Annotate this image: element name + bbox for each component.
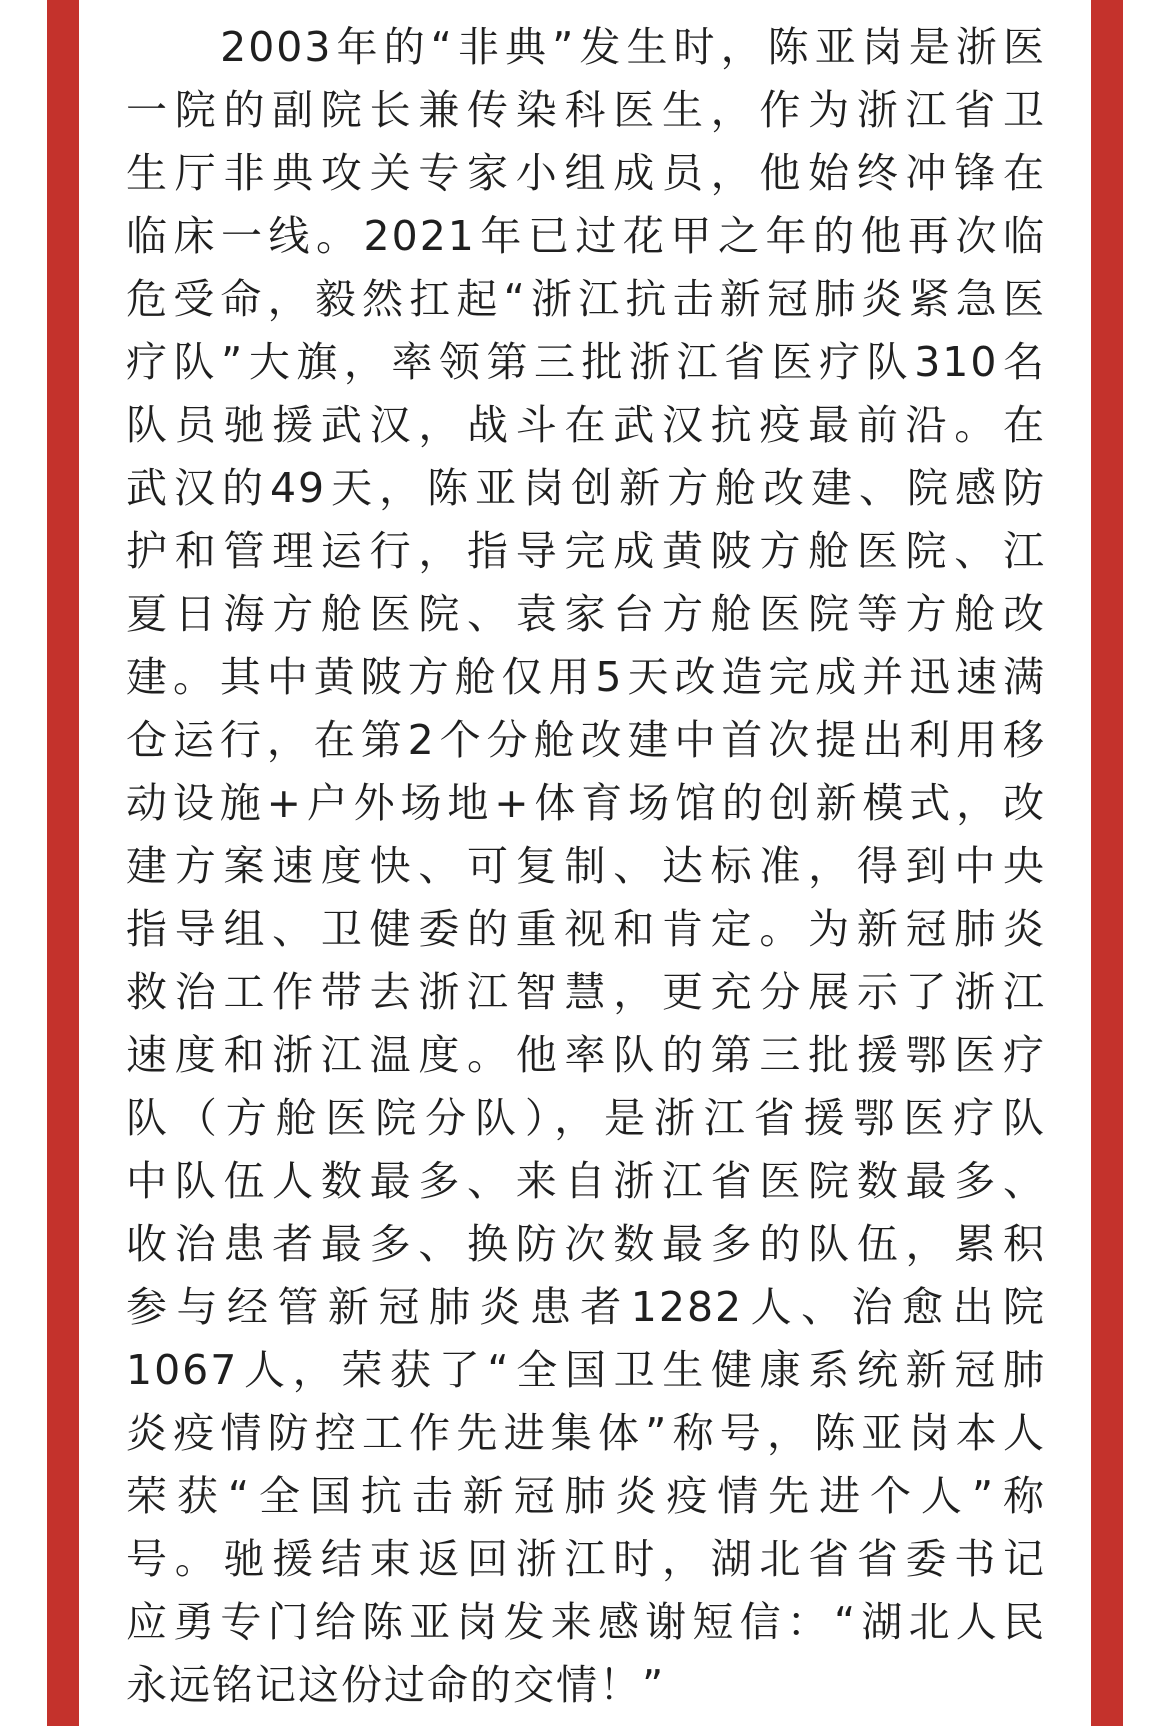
article-line: 荣获“全国抗击新冠肺炎疫情先进个人”称 — [126, 1472, 1046, 1520]
article-line: 动设施+户外场地+体育场馆的创新模式，改 — [126, 779, 1046, 827]
left-margin — [0, 0, 47, 1726]
article-line: 炎疫情防控工作先进集体”称号，陈亚岗本人 — [126, 1409, 1046, 1457]
article-line: 疗队”大旗，率领第三批浙江省医疗队310名 — [126, 338, 1046, 386]
article-line: 速度和浙江温度。他率队的第三批援鄂医疗 — [126, 1031, 1046, 1079]
left-red-border — [47, 0, 79, 1726]
article-line: 救治工作带去浙江智慧，更充分展示了浙江 — [126, 968, 1046, 1016]
article-line: 队（方舱医院分队），是浙江省援鄂医疗队 — [126, 1094, 1046, 1142]
article-line: 指导组、卫健委的重视和肯定。为新冠肺炎 — [126, 905, 1046, 953]
article-body — [126, 16, 1046, 1717]
article-line: 一院的副院长兼传染科医生，作为浙江省卫 — [126, 86, 1046, 134]
right-red-border — [1091, 0, 1123, 1726]
article-line: 护和管理运行，指导完成黄陂方舱医院、江 — [126, 527, 1046, 575]
article-line: 武汉的49天，陈亚岗创新方舱改建、院感防 — [126, 464, 1046, 512]
article-line: 临床一线。2021年已过花甲之年的他再次临 — [126, 212, 1046, 260]
right-margin — [1123, 0, 1170, 1726]
article-line: 收治患者最多、换防次数最多的队伍，累积 — [126, 1220, 1046, 1268]
article-line: 2003年的“非典”发生时，陈亚岗是浙医 — [126, 23, 1046, 71]
article-line: 号。驰援结束返回浙江时，湖北省省委书记 — [126, 1535, 1046, 1583]
article-line: 危受命，毅然扛起“浙江抗击新冠肺炎紧急医 — [126, 275, 1046, 323]
article-line: 1067人，荣获了“全国卫生健康系统新冠肺 — [126, 1346, 1046, 1394]
article-line: 仓运行，在第2个分舱改建中首次提出利用移 — [126, 716, 1046, 764]
article-line: 夏日海方舱医院、袁家台方舱医院等方舱改 — [126, 590, 1046, 638]
article-line: 建方案速度快、可复制、达标准，得到中央 — [126, 842, 1046, 890]
article-line: 参与经管新冠肺炎患者1282人、治愈出院 — [126, 1283, 1046, 1331]
article-line: 建。其中黄陂方舱仅用5天改造完成并迅速满 — [126, 653, 1046, 701]
article-line: 应勇专门给陈亚岗发来感谢短信：“湖北人民 — [126, 1598, 1046, 1646]
article-line: 生厅非典攻关专家小组成员，他始终冲锋在 — [126, 149, 1046, 197]
article-line: 中队伍人数最多、来自浙江省医院数最多、 — [126, 1157, 1046, 1205]
article-line: 队员驰援武汉，战斗在武汉抗疫最前沿。在 — [126, 401, 1046, 449]
article-line: 永远铭记这份过命的交情！” — [126, 1661, 666, 1709]
